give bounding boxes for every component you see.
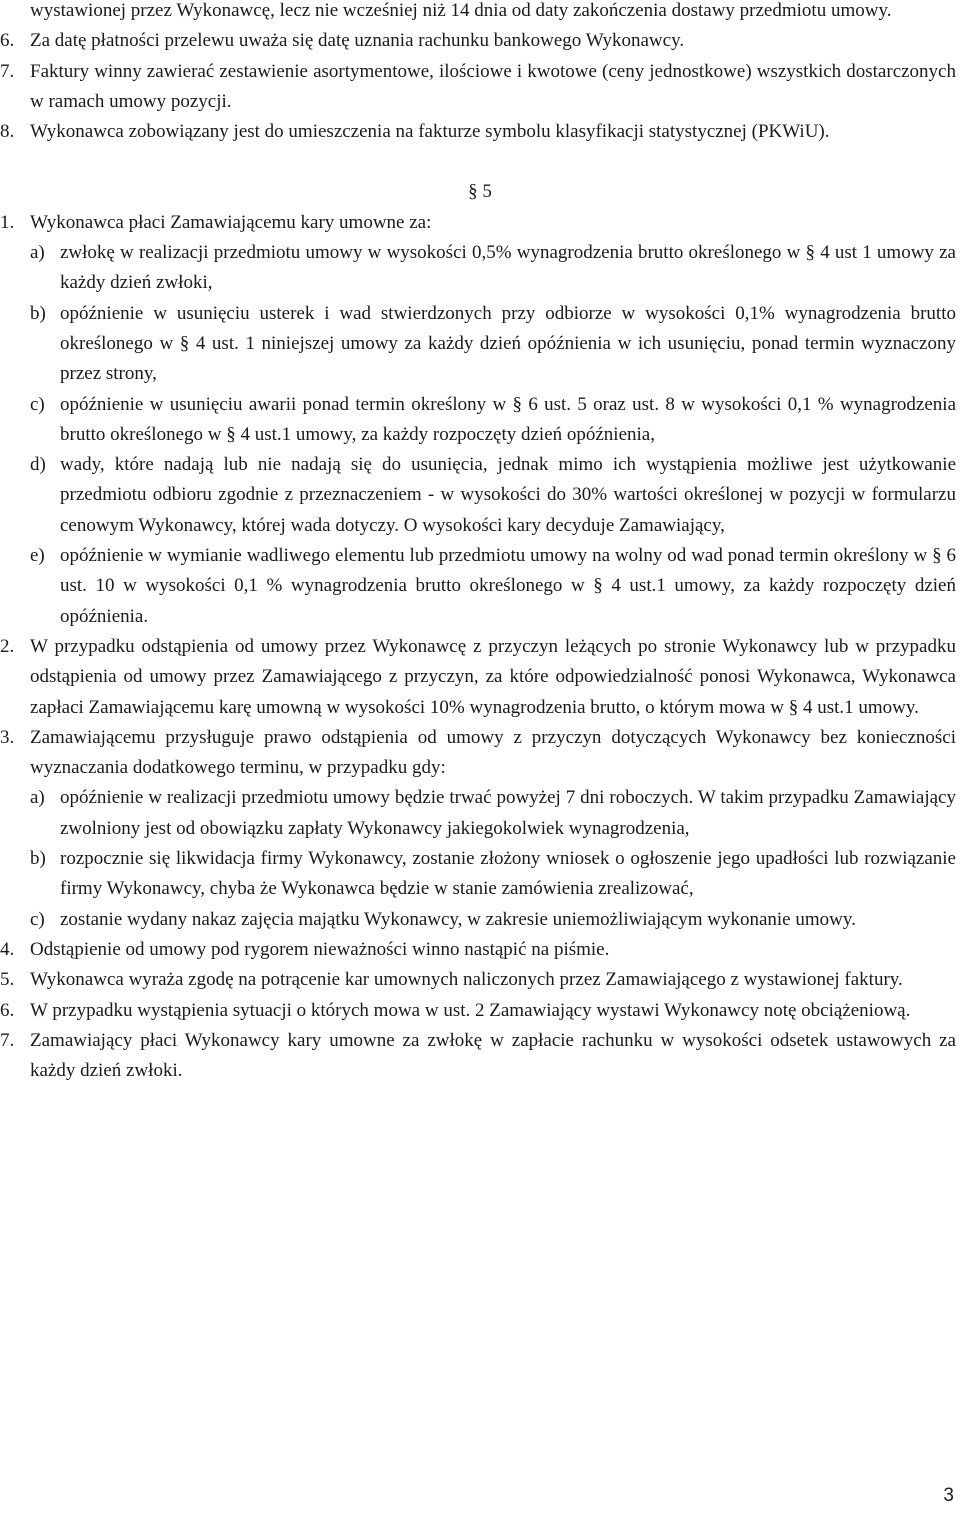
sub-item-letter: d) — [30, 454, 46, 476]
sub-item — [30, 905, 956, 935]
sub-item — [30, 299, 956, 390]
sub-item-text: opóźnienie w wymianie wadliwego elementu lub przedmiotu umowy na wolny od wad ponad termin określony w § 6 ust. 10 w wysokości 0,1 % wynagrodzenia brutto określonego w § 4 ust.1 umowy, za każdy rozpoczęty dzień opóźnienia. — [60, 545, 956, 627]
sub-item-letter: b) — [30, 302, 46, 324]
list-item — [0, 26, 956, 56]
item-text: Odstąpienie od umowy pod rygorem nieważności winno nastąpić na piśmie. — [30, 938, 610, 960]
section-heading: § 5 — [468, 181, 492, 203]
sub-item — [30, 541, 956, 632]
item-text: Faktury winny zawierać zestawienie asortymentowe, ilościowe i kwotowe (ceny jednostkowe) wszystkich dostarczonych w ramach umowy pozycji. — [30, 60, 956, 112]
item-text: W przypadku odstąpienia od umowy przez Wykonawcę z przyczyn leżących po stronie Wykonawcy lub w przypadku odstąpienia od umowy przez Zamawiającego z przyczyn, za które odpowiedzialność ponosi Wykonawca, Wykonawca zapłaci Zamawiającemu karę umowną w wysokości 10% wynagrodzenia brutto, o którym mowa w § 4 ust.1 umowy. — [30, 635, 956, 718]
list-item — [0, 117, 956, 147]
sub-item — [30, 783, 956, 844]
item-number: 6. — [0, 30, 15, 52]
item-number: 1. — [0, 211, 15, 233]
sub-item-text: wady, które nadają lub nie nadają się do usunięcia, jednak mimo ich wystąpienia możliwe jest użytkowanie przedmiotu odbioru zgodnie z przeznaczeniem - w wysokości do 30% wartości określonej w pozycji w formularzu cenowym Wykonawcy, której wada dotyczy. O wysokości kary decyduje Zamawiający, — [60, 454, 956, 536]
sub-item-letter: c) — [30, 393, 45, 415]
sub-item — [30, 238, 956, 299]
item-text: Za datę płatności przelewu uważa się datę uznania rachunku bankowego Wykonawcy. — [30, 30, 685, 52]
item-number: 8. — [0, 121, 15, 143]
list-item — [0, 208, 956, 238]
sub-item-text: opóźnienie w usunięciu awarii ponad termin określony w § 6 ust. 5 oraz ust. 8 w wysokości 0,1 % wynagrodzenia brutto określonego w § 4 ust.1 umowy, za każdy rozpoczęty dzień opóźnienia, — [60, 393, 956, 445]
item-text: Wykonawca płaci Zamawiającemu kary umowne za: — [30, 211, 432, 233]
item-text: Zamawiający płaci Wykonawcy kary umowne za zwłokę w zapłacie rachunku w wysokości odsetek ustawowych za każdy dzień zwłoki. — [30, 1029, 956, 1082]
sub-item-text: zostanie wydany nakaz zajęcia majątku Wykonawcy, w zakresie uniemożliwiającym wykonanie umowy. — [60, 908, 856, 930]
sub-item-letter: a) — [30, 242, 45, 264]
list-item — [0, 723, 956, 784]
list-item — [0, 1026, 956, 1087]
item-number: 6. — [0, 999, 15, 1021]
item-number: 2. — [0, 635, 15, 657]
item-text: Zamawiającemu przysługuje prawo odstąpienia od umowy z przyczyn dotyczących Wykonawcy bez konieczności wyznaczania dodatkowego terminu, w przypadku gdy: — [30, 726, 956, 779]
list-item — [0, 57, 956, 118]
list-item — [0, 935, 956, 965]
list-item — [0, 996, 956, 1026]
page-number: 3 — [943, 1484, 954, 1506]
item-number: 7. — [0, 60, 15, 82]
sub-item-text: opóźnienie w usunięciu usterek i wad stwierdzonych przy odbiorze w wysokości 0,1% wynagrodzenia brutto określonego w § 4 ust. 1 niniejszej umowy za każdy dzień opóźnienia w ich usunięciu, ponad termin wyznaczony przez strony, — [60, 302, 956, 385]
item-number: 7. — [0, 1029, 15, 1051]
sub-item — [30, 844, 956, 905]
sub-item-letter: b) — [30, 848, 46, 870]
list-item — [0, 632, 956, 723]
item-number: 5. — [0, 969, 15, 991]
sub-item — [30, 450, 956, 541]
sub-item-text: rozpocznie się likwidacja firmy Wykonawcy, zostanie złożony wniosek o ogłoszenie jego upadłości lub rozwiązanie firmy Wykonawcy, chyba że Wykonawca będzie w stanie zamówienia zrealizować, — [60, 848, 956, 900]
item-text: W przypadku wystąpienia sytuacji o których mowa w ust. 2 Zamawiający wystawi Wykonawcy notę obciążeniową. — [30, 999, 911, 1021]
continuation-paragraph: wystawionej przez Wykonawcę, lecz nie wcześniej niż 14 dnia od daty zakończenia dostawy przedmiotu umowy. — [30, 0, 892, 21]
list-item — [0, 965, 956, 995]
sub-item-letter: a) — [30, 787, 45, 809]
sub-item — [30, 390, 956, 451]
item-text: Wykonawca wyraża zgodę na potrącenie kar umownych naliczonych przez Zamawiającego z wystawionej faktury. — [30, 969, 903, 991]
sub-item-letter: c) — [30, 908, 45, 930]
item-text: Wykonawca zobowiązany jest do umieszczenia na fakturze symbolu klasyfikacji statystycznej (PKWiU). — [30, 121, 830, 143]
item-number: 3. — [0, 726, 15, 748]
sub-item-letter: e) — [30, 545, 45, 567]
item-number: 4. — [0, 938, 15, 960]
sub-item-text: opóźnienie w realizacji przedmiotu umowy będzie trwać powyżej 7 dni roboczych. W takim przypadku Zamawiający zwolniony jest od obowiązku zapłaty Wykonawcy jakiegokolwiek wynagrodzenia, — [60, 787, 956, 839]
sub-item-text: zwłokę w realizacji przedmiotu umowy w wysokości 0,5% wynagrodzenia brutto określonego w § 4 ust 1 umowy za każdy dzień zwłoki, — [60, 242, 956, 294]
